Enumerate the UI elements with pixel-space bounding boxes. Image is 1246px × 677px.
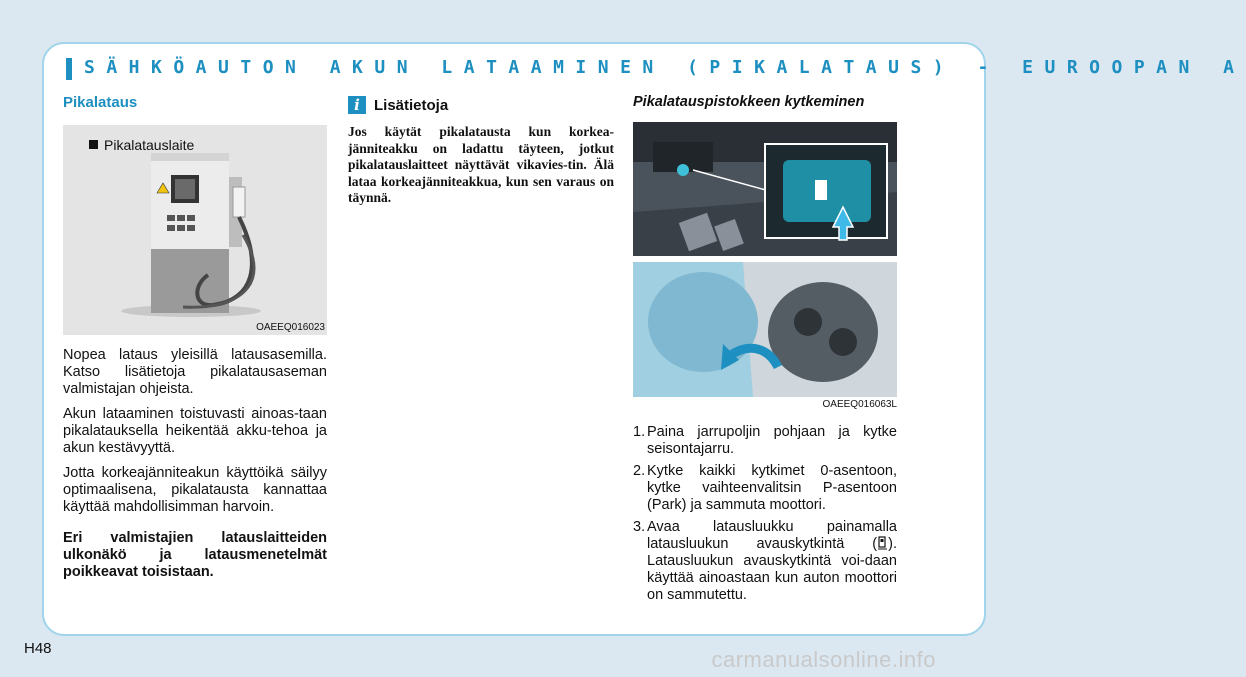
info-title: Lisätietoja [374, 96, 449, 114]
charging-port-illustration [633, 122, 897, 397]
bullet-square-icon [89, 140, 98, 149]
charger-figure [63, 125, 327, 335]
photo-code: OAEEQ016063L [822, 399, 897, 410]
figure-caption: Pikalatauslaite [89, 137, 194, 153]
heading-plug-connection: Pikalatauspistokkeen kytkeminen [633, 94, 865, 110]
middle-column [348, 94, 614, 207]
left-column [63, 94, 327, 589]
right-column [633, 94, 897, 609]
bold-note: Eri valmistajien latauslaitteiden ulkonäkö ja latausmenetelmät poikkeavat toisistaan. [63, 530, 327, 580]
fast-charger-illustration [63, 125, 327, 335]
section-header [66, 57, 1246, 80]
list-item: 3. Avaa latausluukku painamalla latausluukun avauskytkintä ( ). Latausluukun avauskytkintä voi-daan käyttää ainoastaan kun auton moottori on sammutettu. [633, 519, 897, 603]
watermark: carmanualsonline.info [711, 647, 936, 672]
charging-door-switch-icon [877, 536, 888, 550]
charging-port-photos [633, 122, 897, 410]
heading-pikalataus: Pikalataus [63, 94, 138, 111]
info-icon: i [348, 96, 366, 114]
section-title: SÄHKÖAUTON AKUN LATAAMINEN (PIKALATAUS) - EUROOPAN A [84, 57, 1246, 78]
paragraph-2: Akun lataaminen toistuvasti ainoas-taan pikalatauksella heikentää akku-tehoa ja akun kestävyyttä. [63, 406, 327, 456]
list-item: 2. Kytke kaikki kytkimet 0-asentoon, kytke vaihteenvalitsin P-asentoon (Park) ja sammuta moottori. [633, 463, 897, 513]
steps-list [633, 424, 897, 604]
list-item: 1. Paina jarrupoljin pohjaan ja kytke seisontajarru. [633, 424, 897, 457]
paragraph-1: Nopea lataus yleisillä latausasemilla. Katso lisätietoja pikalatausaseman valmistajan ohjeista. [63, 347, 327, 397]
info-header [348, 96, 614, 114]
paragraph-3: Jotta korkeajänniteakun käyttöikä säilyy optimaalisena, pikalatausta kannattaa käyttää mahdollisimman harvoin. [63, 465, 327, 515]
page-number: H48 [24, 640, 52, 657]
info-text: Jos käytät pikalatausta kun korkea-jänniteakku on ladattu täyteen, jotkut pikalatauslaitteet näyttävät vikavies-tin. Älä lataa korkeajänniteakkua, kun sen varaus on täynnä. [348, 124, 614, 205]
header-accent-bar [66, 58, 72, 80]
figure-code: OAEEQ016023 [256, 322, 325, 333]
